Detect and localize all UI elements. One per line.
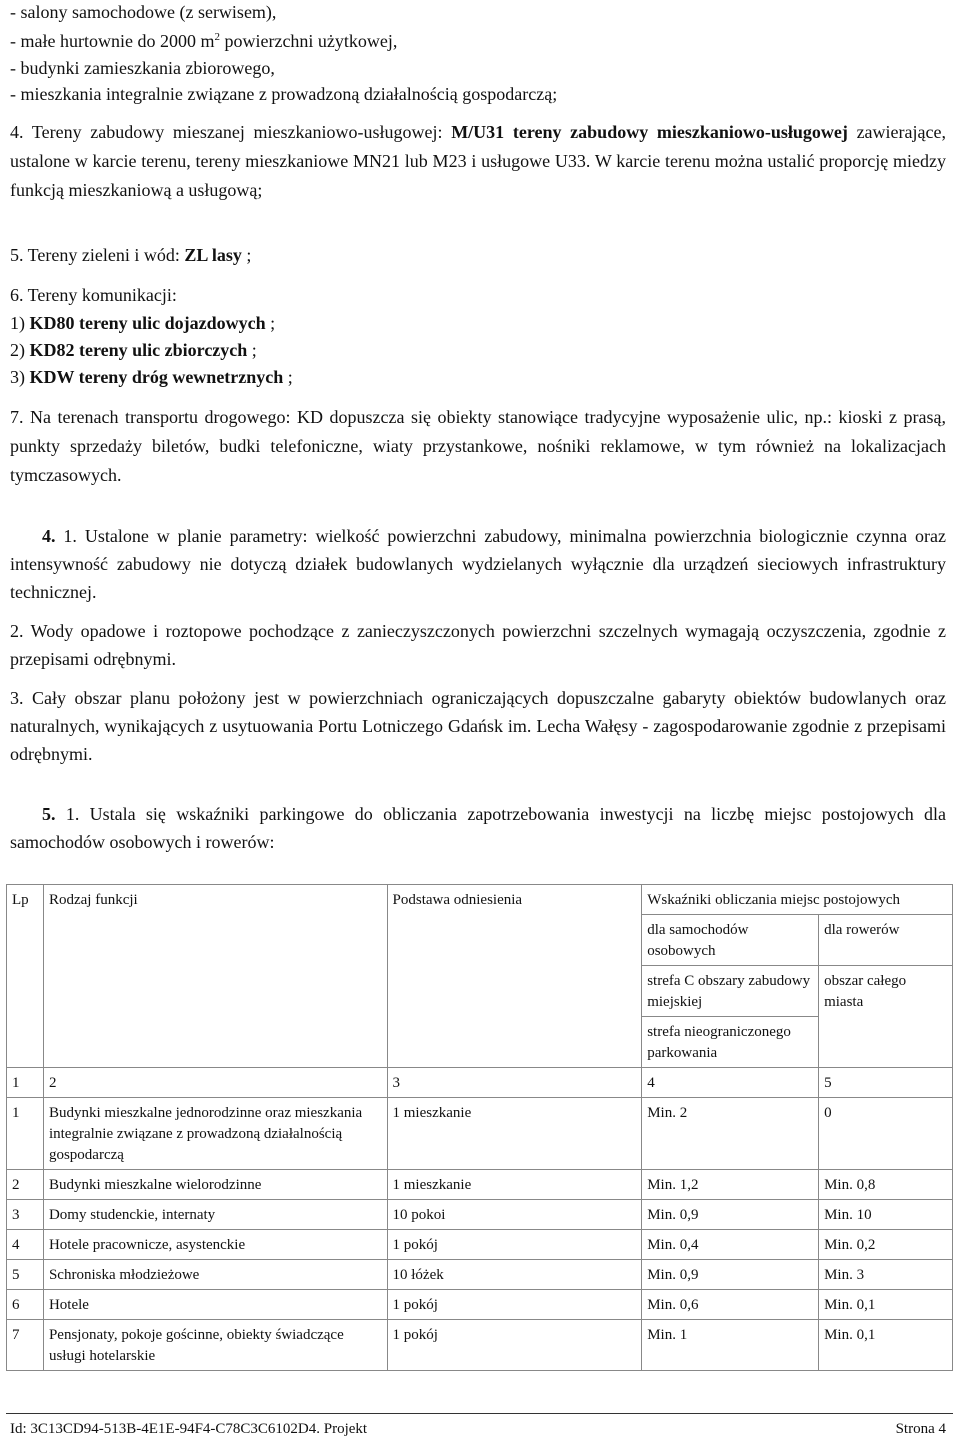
header-strefa-nieograniczona: strefa nieograniczonego parkowania — [642, 1017, 819, 1068]
cell-podstawa: 10 łóżek — [387, 1260, 642, 1290]
cell-samochody: Min. 1 — [642, 1320, 819, 1371]
table-header-row — [7, 885, 953, 915]
cell-samochody: Min. 0,4 — [642, 1230, 819, 1260]
cell-podstawa: 1 pokój — [387, 1230, 642, 1260]
cell-lp: 5 — [7, 1260, 44, 1290]
road-item-2: 2) KD82 tereny ulic zbiorczych ; — [10, 340, 257, 360]
intro-line-3: - budynki zamieszkania zbiorowego, — [10, 58, 275, 78]
footer-document-id: Id: 3C13CD94-513B-4E1E-94F4-C78C3C6102D4. Projekt — [10, 1421, 368, 1437]
paragraph-4: 4. Tereny zabudowy mieszanej mieszkaniowo-usługowej: M/U31 tereny zabudowy mieszkaniowo-usługowej zawierające, ustalone w karcie terenu, tereny mieszkaniowe MN21 lub M23 i usługowe U33. W karcie terenu można ustalić proporcję miedzy funkcją mieszkaniową a usługową; — [10, 122, 946, 200]
column-number: 3 — [387, 1068, 642, 1098]
superscript: 2 — [214, 31, 220, 43]
table-row — [7, 1098, 953, 1170]
cell-rowery: Min. 10 — [819, 1200, 953, 1230]
cell-podstawa: 1 mieszkanie — [387, 1098, 642, 1170]
road-item-3: 3) KDW tereny dróg wewnetrznych ; — [10, 367, 293, 387]
section-4-heading: 4. — [42, 526, 56, 546]
table-row — [7, 1290, 953, 1320]
road-item-1: 1) KD80 tereny ulic dojazdowych ; — [10, 313, 276, 333]
cell-lp: 3 — [7, 1200, 44, 1230]
cell-rodzaj: Schroniska młodzieżowe — [43, 1260, 387, 1290]
cell-rodzaj: Budynki mieszkalne wielorodzinne — [43, 1170, 387, 1200]
section-4-point-2: 2. Wody opadowe i roztopowe pochodzące z zanieczyszczonych powierzchni szczelnych wymagają oczyszczenia, zgodnie z przepisami odrębnymi. — [10, 621, 946, 669]
column-number: 1 — [7, 1068, 44, 1098]
column-number: 5 — [819, 1068, 953, 1098]
table-row — [7, 1200, 953, 1230]
header-obszar-miasta: obszar całego miasta — [819, 966, 953, 1068]
cell-lp: 4 — [7, 1230, 44, 1260]
cell-lp: 7 — [7, 1320, 44, 1371]
cell-samochody: Min. 0,6 — [642, 1290, 819, 1320]
cell-rodzaj: Budynki mieszkalne jednorodzinne oraz mieszkania integralnie związane z prowadzoną działalnością gospodarczą — [43, 1098, 387, 1170]
cell-samochody: Min. 1,2 — [642, 1170, 819, 1200]
column-number: 2 — [43, 1068, 387, 1098]
section-5-point-1: 5. 1. Ustala się wskaźniki parkingowe do obliczania zapotrzebowania inwestycji na liczbę miejsc postojowych dla samochodów osobowych i rowerów: — [10, 804, 947, 852]
table-row — [7, 1320, 953, 1371]
footer-page-number: Strona 4 — [895, 1421, 946, 1437]
footer-divider — [6, 1413, 953, 1414]
paragraph-7: 7. Na terenach transportu drogowego: KD dopuszcza się obiekty stanowiące tradycyjne wyposażenie ulic, np.: kioski z prasą, punkty sprzedaży biletów, budki telefoniczne, wiaty przystankowe, nośniki reklamowe, w tym również na lokalizacjach tymczasowych. — [10, 407, 946, 485]
section-4-point-3: 3. Cały obszar planu położony jest w powierzchniach ograniczających dopuszczalne gabaryty obiektów budowlanych oraz naturalnych, wynikających z usytuowania Portu Lotniczego Gdańsk im. Lecha Wałęsy - zagospodarowanie zgodnie z przepisami odrębnymi. — [10, 688, 946, 764]
intro-line-1: - salony samochodowe (z serwisem), — [10, 2, 277, 22]
cell-podstawa: 1 mieszkanie — [387, 1170, 642, 1200]
cell-samochody: Min. 0,9 — [642, 1200, 819, 1230]
section-5-heading: 5. — [42, 804, 56, 824]
table-column-numbers — [7, 1068, 953, 1098]
cell-rowery: 0 — [819, 1098, 953, 1170]
cell-podstawa: 1 pokój — [387, 1290, 642, 1320]
cell-lp: 1 — [7, 1098, 44, 1170]
header-samochody: dla samochodów osobowych — [642, 915, 819, 966]
cell-rodzaj: Hotele pracownicze, asystenckie — [43, 1230, 387, 1260]
cell-rowery: Min. 0,1 — [819, 1320, 953, 1371]
cell-rowery: Min. 0,1 — [819, 1290, 953, 1320]
header-rodzaj-funkcji: Rodzaj funkcji — [43, 885, 387, 1068]
parking-indicators-table — [6, 884, 953, 1371]
intro-line-2: - małe hurtownie do 2000 $m^2$ powierzchni użytkowej, — [10, 31, 398, 51]
cell-podstawa: 10 pokoi — [387, 1200, 642, 1230]
cell-rodzaj: Domy studenckie, internaty — [43, 1200, 387, 1230]
table-row — [7, 1230, 953, 1260]
cell-lp: 6 — [7, 1290, 44, 1320]
header-podstawa: Podstawa odniesienia — [387, 885, 642, 1068]
intro-line-4: - mieszkania integralnie związane z prowadzoną działalnością gospodarczą; — [10, 84, 558, 104]
header-lp: Lp — [7, 885, 44, 1068]
header-strefa-c: strefa C obszary zabudowy miejskiej — [642, 966, 819, 1017]
cell-rowery: Min. 0,8 — [819, 1170, 953, 1200]
cell-rodzaj: Pensjonaty, pokoje gościnne, obiekty świadczące usługi hotelarskie — [43, 1320, 387, 1371]
paragraph-5: 5. Tereny zieleni i wód: ZL lasy ; — [10, 245, 252, 265]
cell-lp: 2 — [7, 1170, 44, 1200]
cell-rodzaj: Hotele — [43, 1290, 387, 1320]
paragraph-6-title: 6. Tereny komunikacji: — [10, 285, 177, 305]
header-rowery: dla rowerów — [819, 915, 953, 966]
cell-podstawa: 1 pokój — [387, 1320, 642, 1371]
column-number: 4 — [642, 1068, 819, 1098]
section-4-point-1: 4. 1. Ustalone w planie parametry: wielkość powierzchni zabudowy, minimalna powierzchnia biologicznie czynna oraz intensywność zabudowy nie dotyczą działek budowlanych wydzielanych wyłącznie dla urządzeń sieciowych infrastruktury technicznej. — [10, 526, 946, 602]
header-wskazniki: Wskaźniki obliczania miejsc postojowych — [642, 885, 953, 915]
cell-samochody: Min. 2 — [642, 1098, 819, 1170]
table-row — [7, 1260, 953, 1290]
cell-rowery: Min. 0,2 — [819, 1230, 953, 1260]
cell-samochody: Min. 0,9 — [642, 1260, 819, 1290]
table-row — [7, 1170, 953, 1200]
cell-rowery: Min. 3 — [819, 1260, 953, 1290]
